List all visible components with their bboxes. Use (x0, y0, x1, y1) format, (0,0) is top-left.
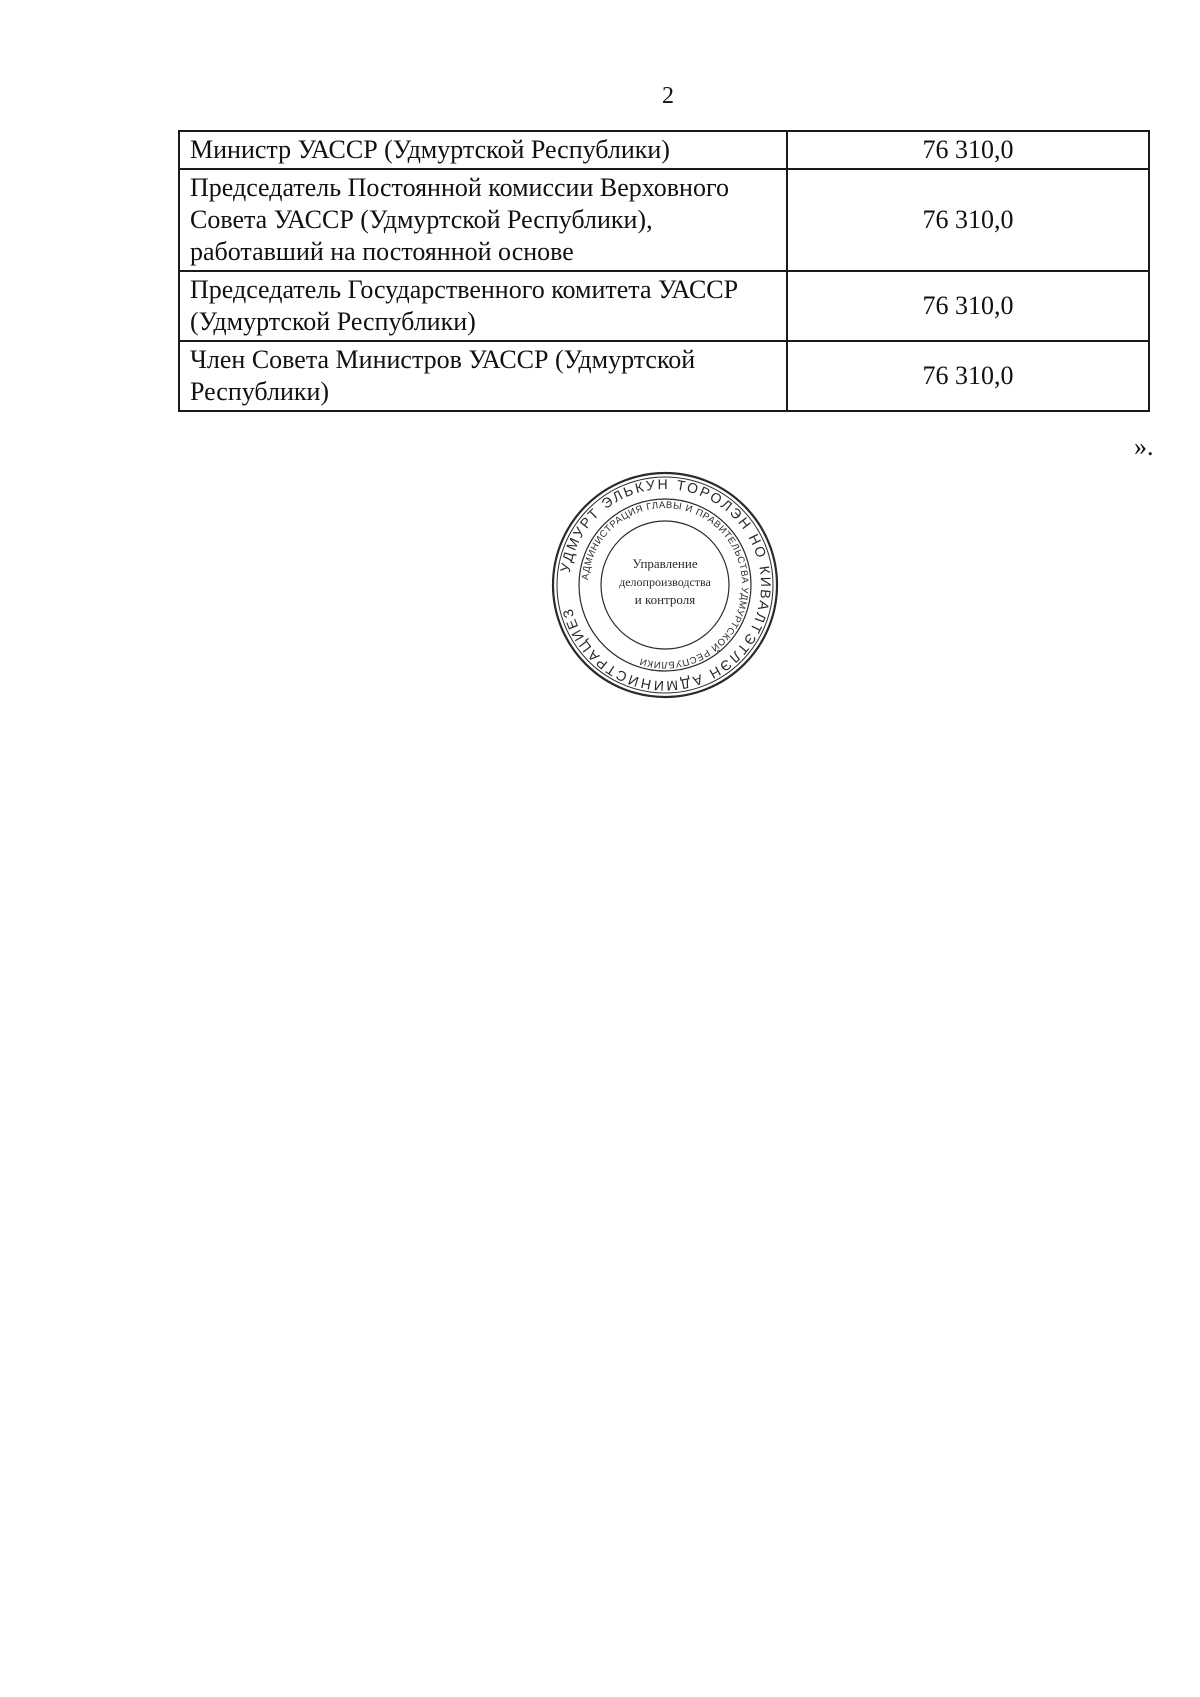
stamp-center-line2: делопроизводства (619, 575, 711, 589)
stamp-inner-text: АДМИНИСТРАЦИЯ ГЛАВЫ И ПРАВИТЕЛЬСТВА УДМУРТСКОЙ РЕСПУБЛИКИ (580, 499, 751, 671)
amount-cell: 76 310,0 (787, 169, 1149, 271)
amount-cell: 76 310,0 (787, 131, 1149, 169)
stamp-center-line1: Управление (632, 556, 698, 571)
page-number: 2 (662, 83, 674, 109)
table-row (179, 341, 1149, 411)
position-cell: Председатель Государственного комитета УАССР (Удмуртской Республики) (179, 271, 787, 341)
closing-quote: ». (1134, 432, 1154, 461)
position-cell: Министр УАССР (Удмуртской Республики) (179, 131, 787, 169)
table-row (179, 271, 1149, 341)
stamp-seal-icon (550, 470, 780, 700)
position-cell: Член Совета Министров УАССР (Удмуртской Республики) (179, 341, 787, 411)
amount-cell: 76 310,0 (787, 341, 1149, 411)
salary-table (178, 130, 1150, 412)
official-stamp (550, 470, 780, 700)
amount-cell: 76 310,0 (787, 271, 1149, 341)
table-row (179, 169, 1149, 271)
stamp-outer-text: УДМУРТ ЭЛЬКУН ТОРОЛЭН НО КИВАЛТЭТЛЭН АДМИНИСТРАЦИЕЗ (556, 475, 775, 695)
stamp-center-line3: и контроля (634, 592, 696, 607)
table-row (179, 131, 1149, 169)
position-cell: Председатель Постоянной комиссии Верховного Совета УАССР (Удмуртской Республики), работавший на постоянной основе (179, 169, 787, 271)
